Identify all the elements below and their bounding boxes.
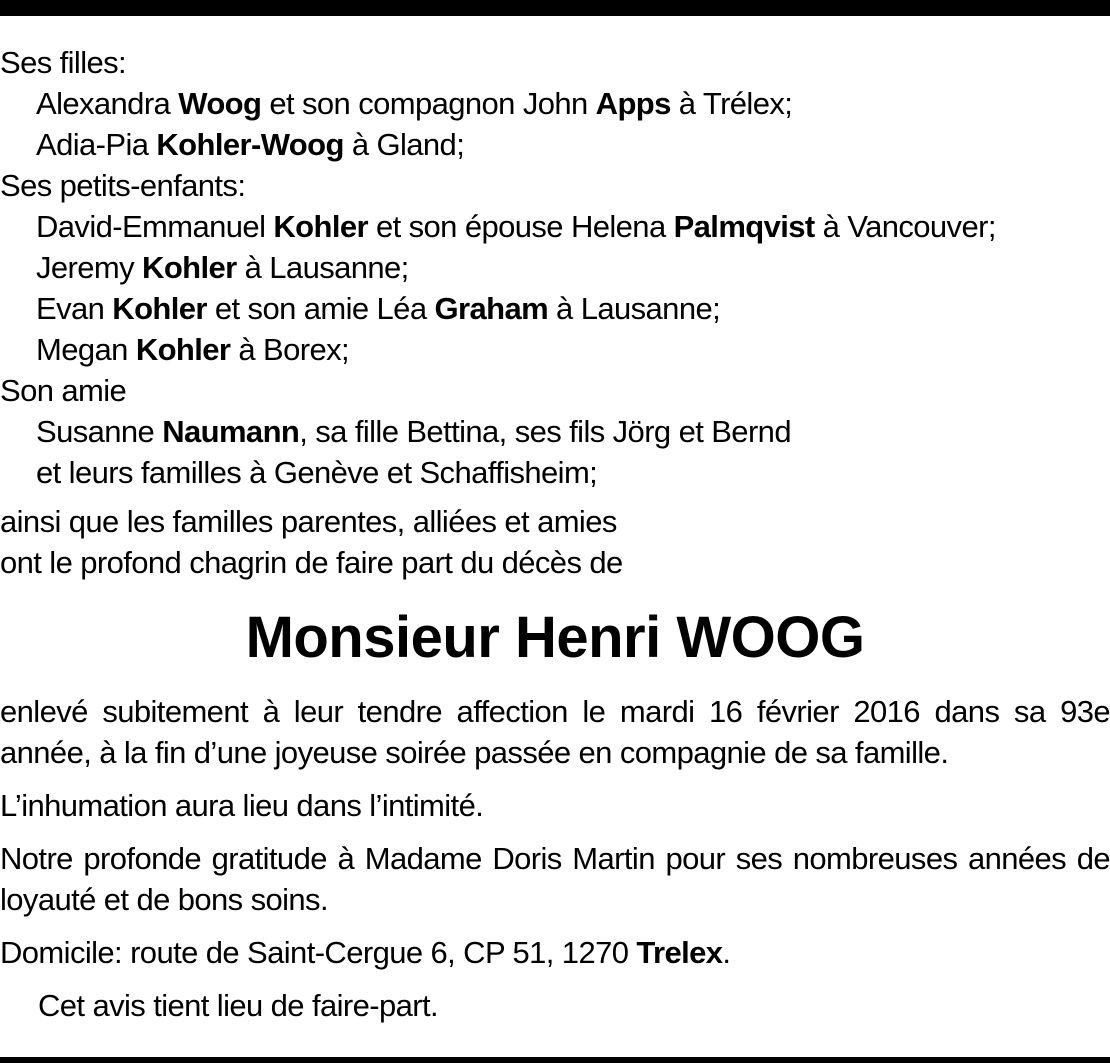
grandchild-line-1 (0, 206, 1110, 247)
text: à Lausanne; (548, 291, 721, 326)
text: et son amie Léa (206, 291, 435, 326)
burial-notice: L’inhumation aura lieu dans l’intimité. (0, 788, 484, 823)
gratitude-note: Notre profonde gratitude à Madame Doris Martin pour ses nombreuses années de loyauté et de bons soins. (0, 841, 1110, 917)
top-rule (0, 0, 1110, 16)
daughter-line-1 (0, 83, 1110, 124)
surname: Kohler (135, 332, 231, 367)
surname: Kohler (142, 250, 237, 285)
obituary-notice (0, 42, 1110, 1026)
friend-line-1 (0, 411, 1110, 452)
text: , sa fille Bettina, ses fils Jörg et Bernd (299, 414, 791, 449)
text: à Borex; (230, 332, 350, 367)
text: Megan (36, 332, 136, 367)
announcement-line-2: ont le profond chagrin de faire part du décès de (0, 545, 623, 580)
friend-line-2: et leurs familles à Genève et Schaffisheim; (36, 455, 598, 490)
text: à Trélex; (670, 86, 793, 121)
text: à Lausanne; (236, 250, 409, 285)
surname: Graham (434, 291, 549, 326)
text: à Vancouver; (814, 209, 996, 244)
grandchild-line-2 (0, 247, 1110, 288)
text: Evan (36, 291, 113, 326)
text: Domicile: route de Saint-Cergue 6, CP 51, 1270 (0, 935, 637, 970)
text: Jeremy (36, 250, 143, 285)
text: . (722, 935, 731, 970)
death-details: enlevé subitement à leur tendre affection le mardi 16 février 2016 dans sa 93e année, à la fin d’une joyeuse soirée passée en compagnie de sa famille. (0, 694, 1110, 770)
deceased-name: Monsieur Henri WOOG (245, 605, 865, 670)
text: David-Emmanuel (36, 209, 274, 244)
daughters-heading: Ses filles: (0, 45, 127, 80)
surname: Apps (595, 86, 671, 121)
surname: Palmqvist (673, 209, 815, 244)
surname: Woog (178, 86, 262, 121)
text: à Gland; (343, 127, 465, 162)
text: et son compagnon John (261, 86, 596, 121)
announcement-line-1: ainsi que les familles parentes, alliées et amies (0, 504, 617, 539)
text: et son épouse Helena (367, 209, 674, 244)
surname: Kohler (273, 209, 368, 244)
grandchildren-heading: Ses petits-enfants: (0, 168, 246, 203)
daughter-line-2 (0, 124, 1110, 165)
surname: Kohler (112, 291, 207, 326)
text: Susanne (36, 414, 163, 449)
surname: Naumann (162, 414, 300, 449)
closing-note: Cet avis tient lieu de faire-part. (38, 988, 439, 1023)
grandchild-line-4 (0, 329, 1110, 370)
town: Trelex (636, 935, 723, 970)
grandchild-line-3 (0, 288, 1110, 329)
text: Alexandra (36, 86, 179, 121)
surname: Kohler-Woog (156, 127, 344, 162)
bottom-rule (0, 1057, 1110, 1063)
domicile-address (0, 932, 1110, 973)
friend-heading: Son amie (0, 373, 127, 408)
text: Adia-Pia (36, 127, 157, 162)
